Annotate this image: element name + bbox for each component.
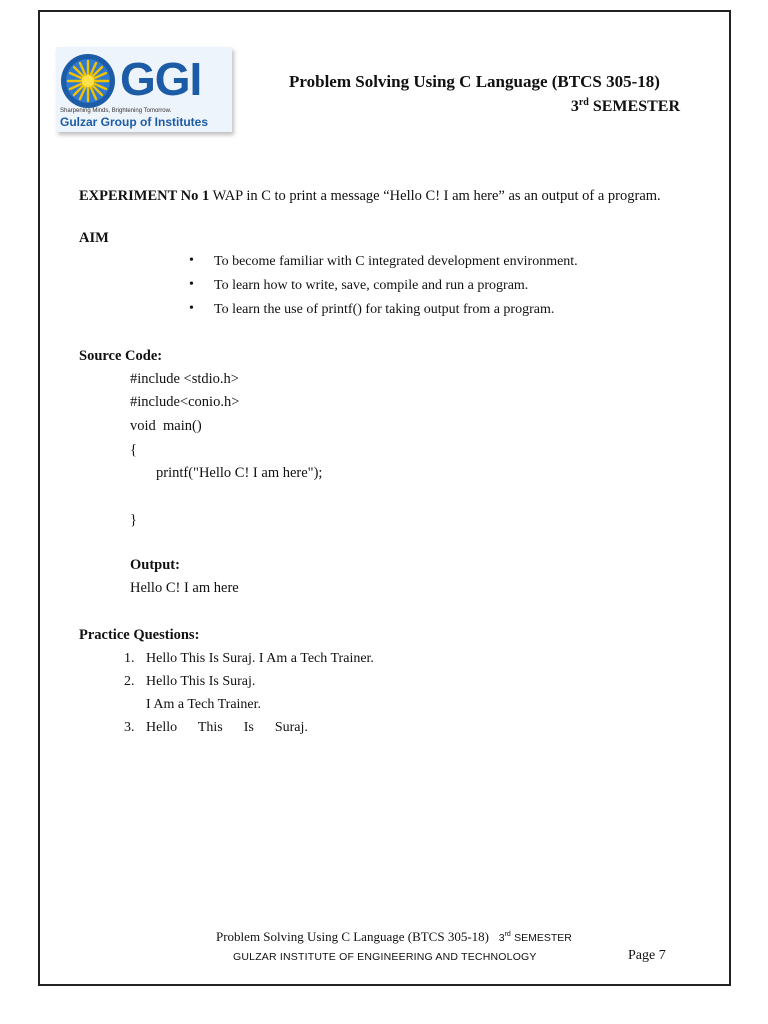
practice-number: 3.	[124, 720, 135, 735]
practice-item: Hello This Is Suraj.	[146, 720, 308, 735]
logo-institute-name: Gulzar Group of Institutes	[60, 115, 209, 129]
aim-bullet: •	[189, 301, 194, 316]
footer-institute: GULZAR INSTITUTE OF ENGINEERING AND TECHNOLOGY	[233, 951, 537, 963]
ggi-logo	[56, 47, 232, 132]
code-line: }	[130, 512, 137, 528]
output-heading: Output:	[130, 557, 180, 573]
page-number: Page 7	[628, 948, 666, 963]
logo-tagline: Sharpening Minds, Brightening Tomorrow.	[60, 108, 172, 114]
output-text: Hello C! I am here	[130, 580, 239, 596]
practice-item: I Am a Tech Trainer.	[146, 697, 262, 712]
aim-item: To learn the use of printf() for taking output from a program.	[214, 302, 555, 317]
practice-item: Hello This Is Suraj.	[146, 674, 256, 689]
header-semester: 3rd SEMESTER	[570, 97, 680, 115]
header-course-title: Problem Solving Using C Language (BTCS 305-18)	[289, 72, 660, 91]
source-code-heading: Source Code:	[79, 348, 163, 364]
logo-mark: GGI	[120, 53, 202, 105]
aim-heading: AIM	[79, 230, 109, 246]
experiment-label: EXPERIMENT No 1	[79, 188, 210, 204]
aim-item: To learn how to write, save, compile and run a program.	[214, 278, 529, 293]
aim-bullet: •	[189, 253, 194, 268]
code-line: #include <stdio.h>	[130, 371, 239, 387]
code-line: {	[130, 442, 137, 458]
code-line: void main()	[130, 418, 202, 434]
practice-item: Hello This Is Suraj. I Am a Tech Trainer.	[146, 651, 374, 666]
footer-course: Problem Solving Using C Language (BTCS 305-18) 3rd SEMESTER	[216, 929, 572, 944]
practice-number: 2.	[124, 674, 135, 689]
code-line: #include<conio.h>	[130, 394, 240, 410]
practice-heading: Practice Questions:	[79, 627, 200, 643]
practice-number: 1.	[124, 651, 135, 666]
aim-bullet: •	[189, 277, 194, 292]
code-line: printf("Hello C! I am here");	[156, 465, 323, 481]
sun-star-icon	[60, 53, 116, 109]
aim-item: To become familiar with C integrated development environment.	[214, 254, 578, 269]
experiment-text: WAP in C to print a message “Hello C! I am here” as an output of a program.	[212, 188, 661, 204]
page-border	[38, 10, 731, 986]
experiment-statement	[79, 188, 661, 205]
